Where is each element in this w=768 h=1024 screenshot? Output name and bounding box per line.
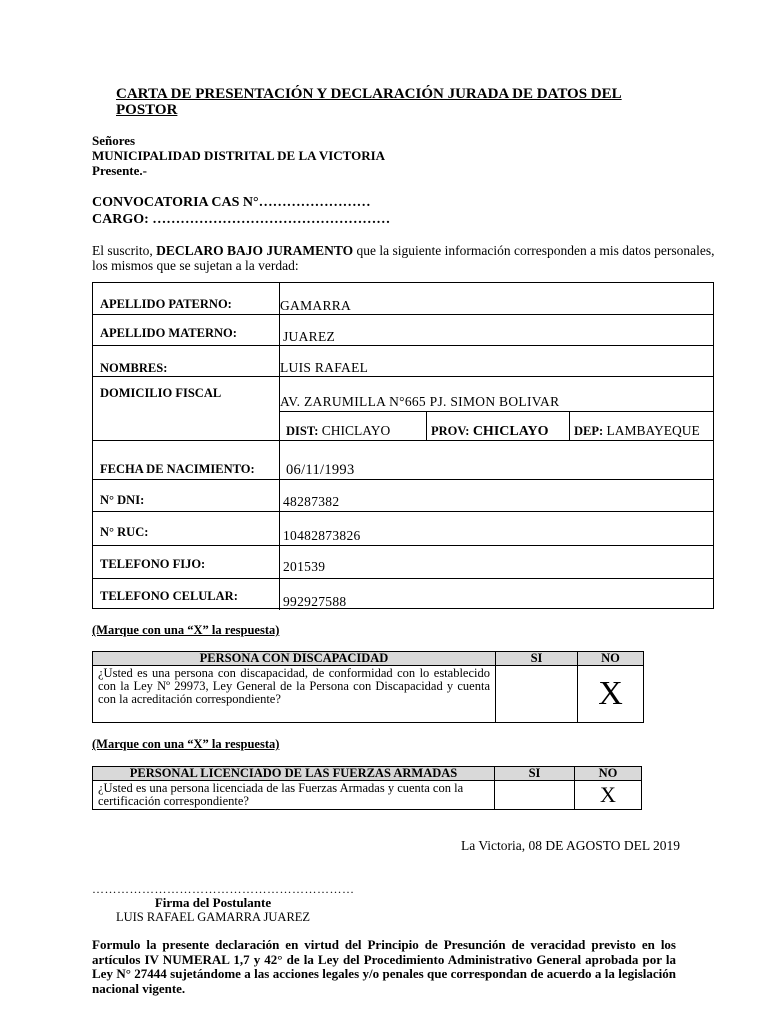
dist-label: DIST: (286, 424, 319, 438)
discapacidad-no-header: NO (578, 652, 644, 666)
intro-suffix: que la siguiente información corresponden a mis datos personales, los mismos que se sujetan a la verdad: (92, 243, 715, 273)
telefono-fijo-label: TELEFONO FIJO: (100, 557, 206, 571)
dist-value: CHICLAYO (321, 423, 391, 438)
discapacidad-no-checkbox[interactable]: X (578, 666, 644, 723)
convocatoria-block (92, 194, 390, 228)
cargo-field: CARGO: …………………………………………… (92, 212, 391, 227)
dep-label: DEP: (574, 424, 604, 438)
ruc-value: 10482873826 (283, 528, 361, 543)
fuerzas-armadas-table (92, 766, 642, 810)
fuerzas-armadas-si-header: SI (495, 767, 575, 781)
intro-paragraph (92, 243, 722, 273)
closing-statement: Formulo la presente declaración en virtud del Principio de Presunción de veracidad previsto en los artículos IV NUMERAL 1,7 y 42° de la Ley del Procedimiento Administrativo General aprobada por la Ley N° 27444 sujetándome a las acciones legales y/o penales que correspondan de acuerdo a la legislación nacional vigente. (92, 937, 676, 997)
dep-value: LAMBAYEQUE (606, 423, 700, 438)
fuerzas-armadas-question: ¿Usted es una persona licenciada de las Fuerzas Armadas y cuenta con la certificación correspondiente? (93, 781, 495, 810)
addressee-block (92, 133, 385, 178)
discapacidad-header: PERSONA CON DISCAPACIDAD (93, 652, 496, 666)
prov-value: CHICLAYO (472, 424, 549, 439)
fecha-nacimiento-value: 06/11/1993 (286, 462, 355, 478)
dep-field (574, 423, 700, 439)
fuerzas-armadas-no-checkbox[interactable]: X (575, 781, 642, 810)
signature-line: ……………………………………………………… (92, 882, 355, 896)
nombres-value: LUIS RAFAEL (280, 360, 369, 375)
fecha-nacimiento-label: FECHA DE NACIMIENTO: (100, 462, 255, 476)
nombres-label: NOMBRES: (100, 361, 168, 375)
domicilio-fiscal-value: AV. ZARUMILLA N°665 PJ. SIMON BOLIVAR (280, 394, 560, 409)
discapacidad-si-checkbox[interactable] (496, 666, 578, 723)
apellido-paterno-label: APELLIDO PATERNO: (100, 297, 232, 311)
instruction-discapacidad: (Marque con una “X” la respuesta) (92, 623, 280, 637)
prov-label: PROV: (431, 424, 470, 438)
fuerzas-armadas-header: PERSONAL LICENCIADO DE LAS FUERZAS ARMADAS (93, 767, 495, 781)
discapacidad-question: ¿Usted es una persona con discapacidad, de conformidad con lo establecido con la Ley Nº 29973, Ley General de la Persona con Discapacidad y cuenta con la acreditación correspondiente? (93, 666, 496, 723)
signature-label: Firma del Postulante (154, 895, 272, 910)
signature-name: LUIS RAFAEL GAMARRA JUAREZ (115, 910, 311, 924)
dist-field (286, 423, 390, 439)
instruction-fuerzas-armadas: (Marque con una “X” la respuesta) (92, 737, 280, 751)
addressee-salutation: Señores (92, 133, 136, 148)
dni-label: N° DNI: (100, 493, 145, 507)
telefono-celular-value: 992927588 (283, 594, 347, 609)
apellido-paterno-value: GAMARRA (280, 298, 352, 313)
telefono-fijo-value: 201539 (283, 559, 326, 574)
apellido-materno-label: APELLIDO MATERNO: (100, 326, 237, 340)
addressee-institution: MUNICIPALIDAD DISTRITAL DE LA VICTORIA (92, 148, 386, 163)
fuerzas-armadas-si-checkbox[interactable] (495, 781, 575, 810)
discapacidad-si-header: SI (496, 652, 578, 666)
ruc-label: N° RUC: (100, 525, 149, 539)
place-date: La Victoria, 08 DE AGOSTO DEL 2019 (460, 838, 680, 853)
convocatoria-cas-field: CONVOCATORIA CAS N°…………………… (92, 195, 371, 210)
personal-data-table (92, 282, 714, 609)
apellido-materno-value: JUAREZ (283, 329, 336, 344)
intro-emphasis: DECLARO BAJO JURAMENTO (156, 243, 354, 258)
document-title: CARTA DE PRESENTACIÓN Y DECLARACIÓN JURADA DE DATOS DEL POSTOR (116, 86, 622, 118)
telefono-celular-label: TELEFONO CELULAR: (100, 589, 238, 603)
discapacidad-table (92, 651, 644, 723)
fuerzas-armadas-no-header: NO (575, 767, 642, 781)
domicilio-fiscal-label: DOMICILIO FISCAL (100, 386, 222, 400)
prov-field (431, 423, 549, 439)
addressee-presente: Presente.- (92, 163, 147, 178)
dni-value: 48287382 (283, 494, 340, 509)
intro-prefix: El suscrito, (92, 243, 157, 258)
